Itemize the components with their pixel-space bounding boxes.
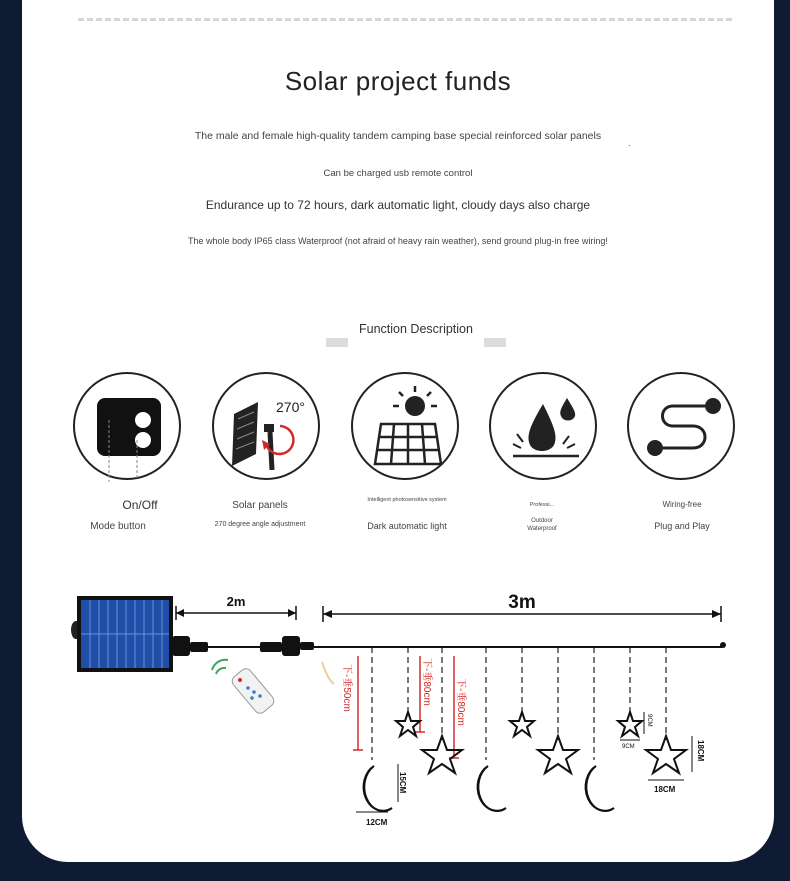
intro-line-2: Can be charged usb remote control <box>323 168 473 179</box>
mode-button-icon <box>73 372 181 480</box>
feature-label-top: Wiring-free <box>662 500 702 509</box>
function-description-title: Function Description <box>359 322 473 336</box>
feature-label-top: Solar panels <box>232 500 288 511</box>
moon-shape <box>364 766 392 811</box>
intro-line-1: The male and female high-quality tandem camping base special reinforced solar panels <box>194 130 602 142</box>
intro-line-3: Endurance up to 72 hours, dark automatic light, cloudy days also charge <box>205 198 591 212</box>
feature-label-top: On/Off <box>122 498 158 512</box>
connector <box>282 636 300 656</box>
remote-control-icon <box>212 660 276 716</box>
drop-80cm-label-2: 下-垂80cm <box>455 678 466 726</box>
drop-80cm-label: 下-垂80cm <box>421 658 432 706</box>
intro-line-4: The whole body IP65 class Waterproof (not afraid of heavy rain weather), send ground plug-in free wiring! <box>188 236 608 246</box>
feature-label-bottom: Mode button <box>90 521 146 532</box>
feature-label-top: Professi... <box>529 502 555 508</box>
moon-shape <box>478 766 506 811</box>
star-small <box>618 712 642 736</box>
feature-label-bottom: Outdoor Waterproof <box>527 518 557 532</box>
feature-label-bottom: 270 degree angle adjustment <box>214 521 306 528</box>
moon-shape <box>586 766 614 811</box>
small-star-width-label: 9CM <box>622 744 635 750</box>
photosensitive-sun-panel-icon <box>351 372 459 480</box>
feature-label-bottom: Dark automatic light <box>367 521 447 531</box>
star-height-label: 18CM <box>696 740 705 762</box>
feature-label-bottom: Plug and Play <box>654 521 710 531</box>
wiring-free-icon <box>627 372 735 480</box>
feature-label-top: Intelligent photosensitive system <box>367 497 447 503</box>
string-length-label: 3m <box>508 592 536 613</box>
product-dimension-diagram <box>22 580 774 840</box>
connector <box>172 636 190 656</box>
page-title: Solar project funds <box>284 66 512 96</box>
solar-panel-image <box>71 596 173 672</box>
star-large <box>538 736 578 773</box>
small-star-height-label: 9CM <box>646 714 652 727</box>
star-large <box>422 736 462 773</box>
star-large <box>646 736 686 773</box>
moon-height-label: 15CM <box>398 772 407 794</box>
star-width-label: 18CM <box>654 785 676 794</box>
rotation-badge: 270° <box>276 399 305 415</box>
top-dashed-divider <box>78 18 732 21</box>
function-description-underline <box>326 338 506 347</box>
waterproof-drops-icon <box>489 372 597 480</box>
solar-panel-rotate-icon <box>212 372 320 480</box>
product-card <box>22 0 774 862</box>
intro-line-1-suffix: . <box>628 138 631 148</box>
moon-width-label: 12CM <box>366 818 388 827</box>
drop-50cm-label: 下-垂50cm <box>341 664 352 712</box>
star-small <box>510 712 534 736</box>
cable-length-label: 2m <box>226 594 246 609</box>
